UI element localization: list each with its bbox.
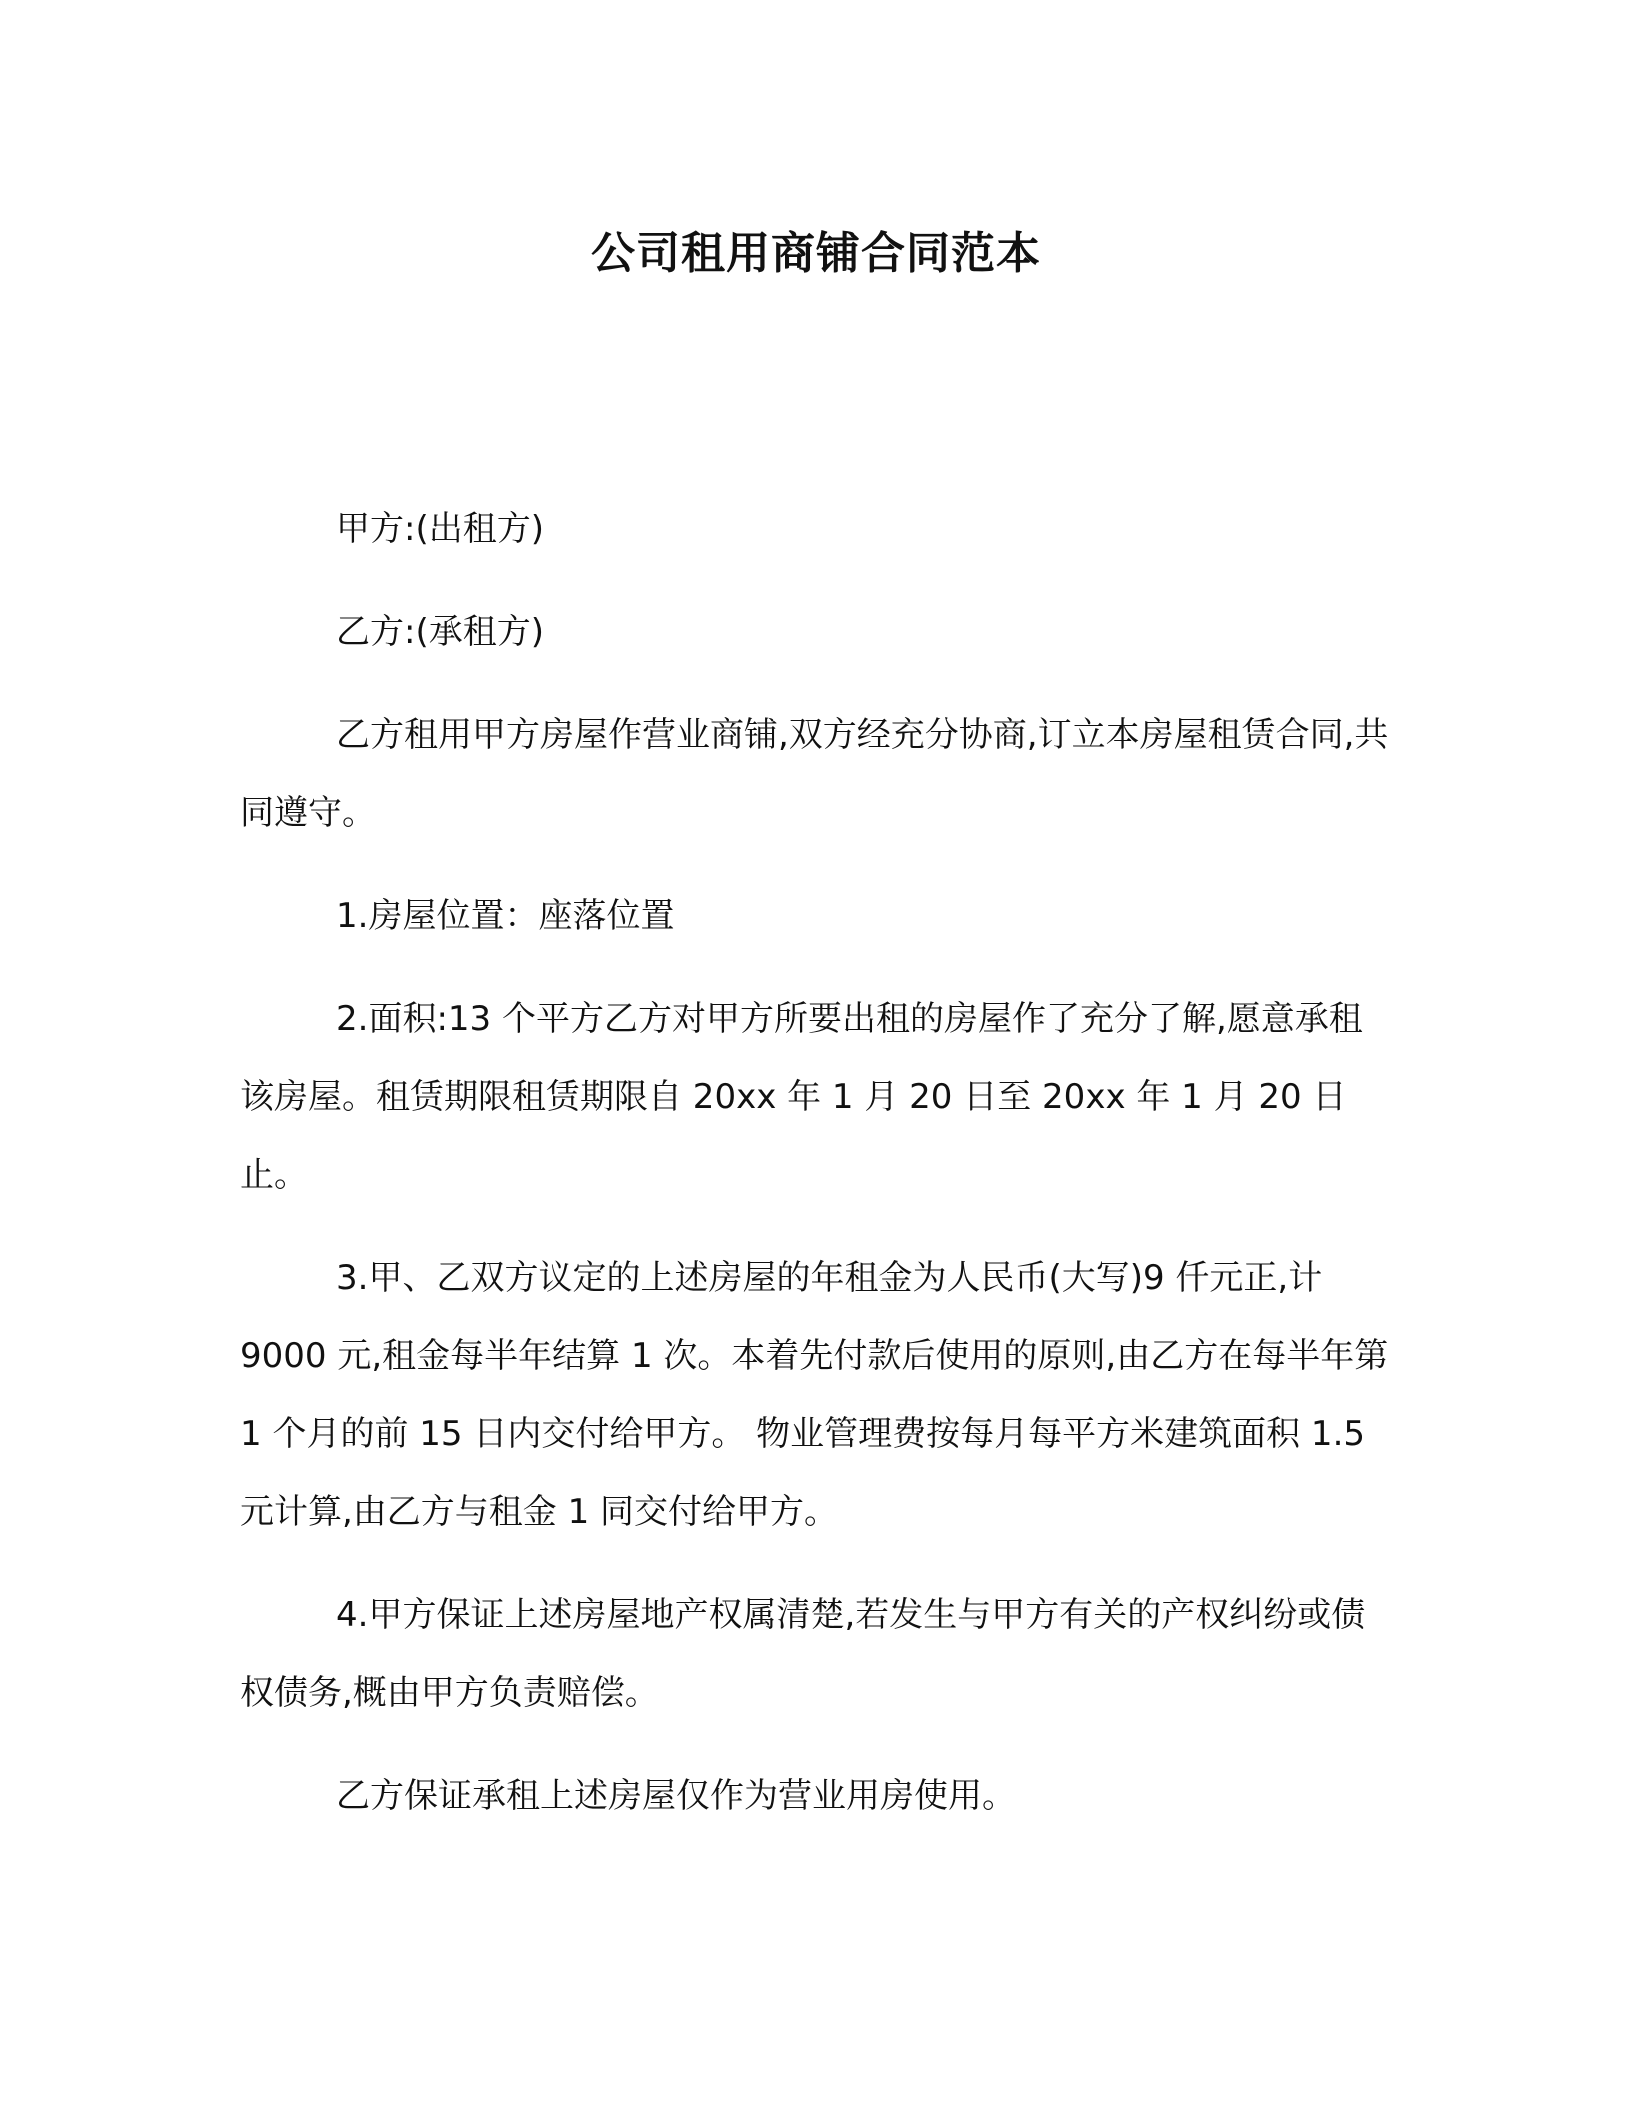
- clause-2-area-term: 2.面积:13 个平方乙方对甲方所要出租的房屋作了充分了解,愿意承租该房屋。租赁期限租赁期限自 20xx 年 1 月 20 日至 20xx 年 1 月 20 日止。: [240, 999, 1363, 1195]
- intro-paragraph: 乙方租用甲方房屋作营业商铺,双方经充分协商,订立本房屋租赁合同,共同遵守。: [240, 715, 1389, 833]
- clause-1-location: 1.房屋位置：座落位置: [336, 896, 675, 936]
- document-title: 公司租用商铺合同范本: [591, 228, 1041, 279]
- document-body: [240, 490, 1390, 1860]
- clause-4-title-guarantee: 4.甲方保证上述房屋地产权属清楚,若发生与甲方有关的产权纠纷或债权债务,概由甲方负责赔偿。: [240, 1595, 1366, 1713]
- clause-3-rent: 3.甲、乙双方议定的上述房屋的年租金为人民币(大写)9 仟元正,计 9000 元,租金每半年结算 1 次。本着先付款后使用的原则,由乙方在每半年第 1 个月的前 15 日内交付给甲方。 物业管理费按每月每平方米建筑面积 1.5 元计算,由乙方与租金 1 同交付给甲方。: [240, 1258, 1389, 1532]
- usage-guarantee-paragraph: 乙方保证承租上述房屋仅作为营业用房使用。: [336, 1776, 1016, 1816]
- party-a-line: 甲方:(出租方): [336, 509, 544, 549]
- party-b-line: 乙方:(承租方): [336, 612, 544, 652]
